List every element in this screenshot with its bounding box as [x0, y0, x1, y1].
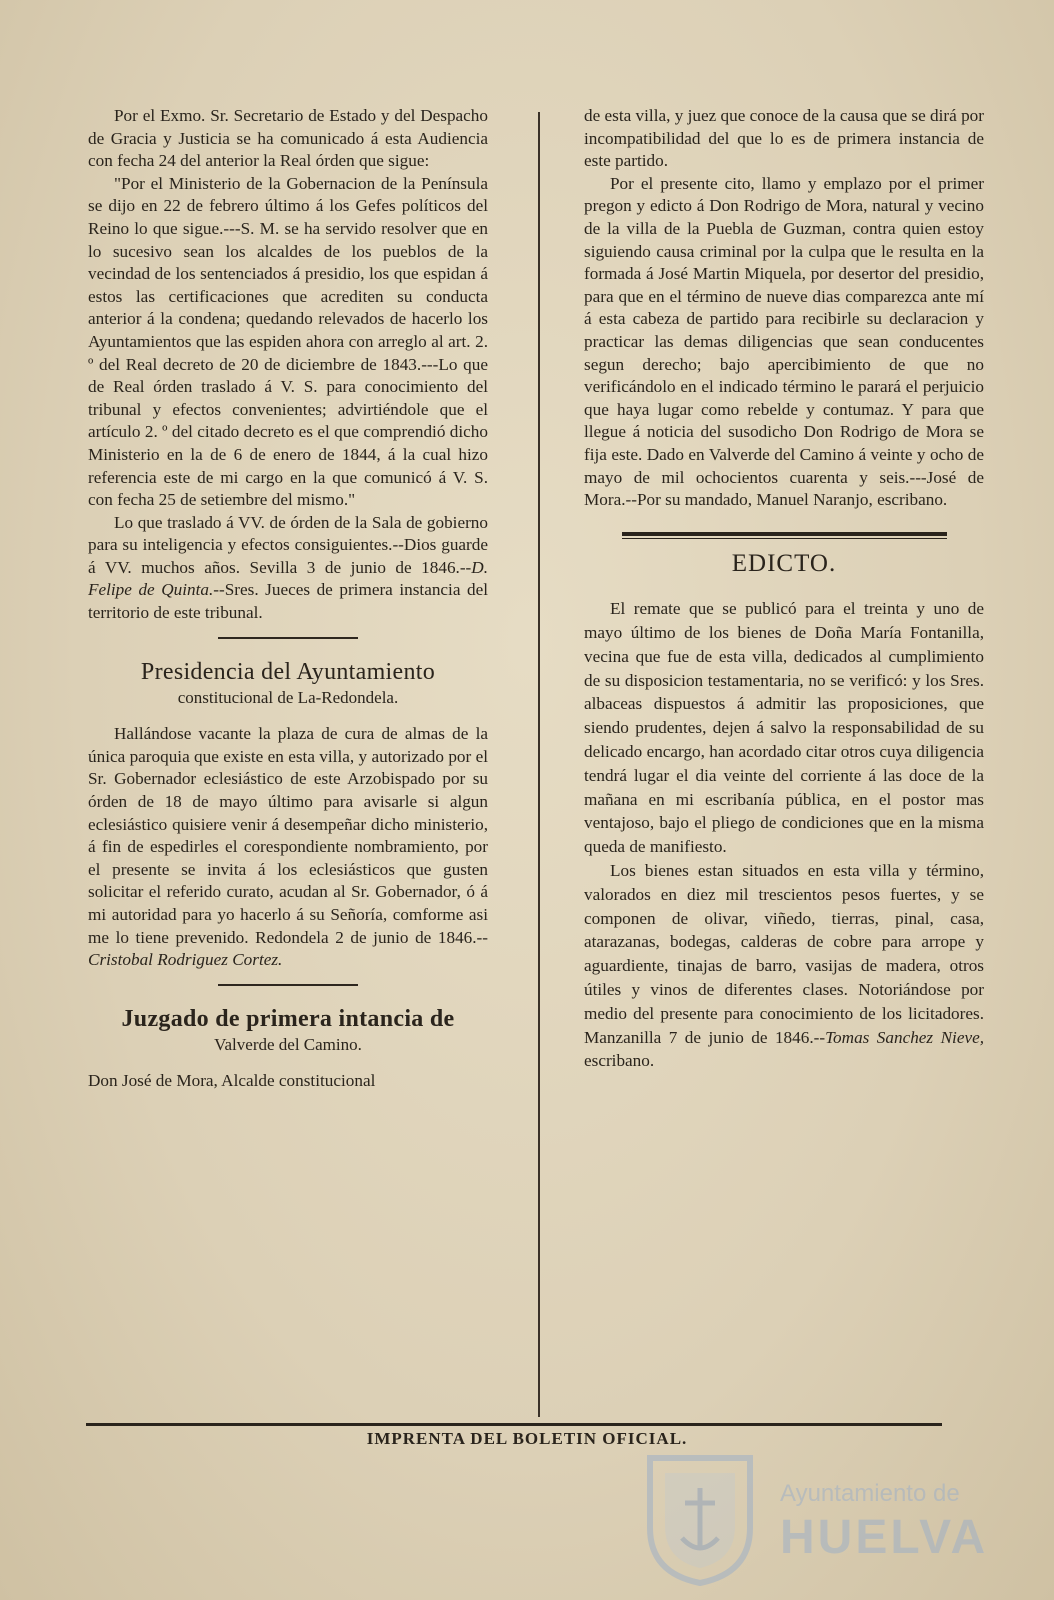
watermark [640, 1448, 989, 1588]
paragraph-emplazo: Por el presente cito, llamo y emplazo por el primer pregon y edicto á Don Rodrigo de Mora, natural y vecino de la villa de la Puebla de Guzman, contra quien estoy siguiendo causa criminal por la culpa que le resulta en la formada á José Martin Miquela, por desertor del presidio, para que en el término de nueve dias comparezca ante mí á esta cabeza de partido para recibirle su declaracion y practicar las demas diligencias que sean conducentes segun derecho; bajo apercibimiento de que no verificándolo en el indicado término le parará el perjuicio que haya lugar como rebelde y contumaz. Y para que llegue á noticia del susodicho Don Rodrigo de Mora se fija este. Dado en Valverde del Camino á veinte y ocho de mayo de mil ochocientos cuarenta y seis.---José de Mora.--Por su mandado, Manuel Naranjo, escribano. [584, 173, 984, 510]
watermark-line2: HUELVA [780, 1511, 989, 1564]
signature-sanchez: Tomas Sanchez Nieve, [825, 1027, 984, 1047]
separator-rule [218, 984, 358, 986]
paragraph-real-orden: Por el Exmo. Sr. Secretario de Estado y del Despacho de Gracia y Justicia se ha comunicado á esta Audiencia con fecha 24 del anterior la Real órden que sigue: [88, 106, 488, 171]
footer-rule [86, 1423, 942, 1426]
huelva-coat-of-arms-icon [640, 1448, 760, 1588]
paragraph-ministerio: "Por el Ministerio de la Gobernacion de la Península se dijo en 22 de febrero último á los Gefes políticos del Reino lo que sigue.---S. M. se ha servido resolver que en lo sucesivo sean los alcaldes de los pueblos de la vecindad de los sentenciados á presidio, los que espidan á estos las certificaciones que acrediten su conducta anterior á la condena; quedando relevados de hacerlo los Ayuntamientos que las espiden ahora con arreglo al art. 2. º del Real decreto de 20 de diciembre de 1843.---Lo que de Real órden traslado á V. S. para conocimiento del tribunal y efectos convenientes; advirtiéndole que el artículo 2. º del citado decreto es el que comprendió dicho Ministerio en la de 6 de enero de 1844, á la cual hizo referencia este de mi cargo en la que comunicó á V. S. con fecha 25 de setiembre del mismo." [88, 173, 488, 510]
paragraph-bienes [584, 859, 984, 1073]
edicto-body [584, 597, 984, 1073]
watermark-line1: Ayuntamiento de [780, 1480, 960, 1507]
double-separator-rule [622, 532, 947, 539]
separator-rule [218, 637, 358, 639]
paragraph-jose-mora: Don José de Mora, Alcalde constitucional [88, 1071, 376, 1091]
traslado-end: --Sres. Jueces de primera instancia del territorio de este tribunal. [88, 580, 489, 623]
signature-rodriguez: Cristobal Rodriguez Cortez. [88, 950, 283, 970]
right-column [584, 105, 984, 1073]
section-subtitle-valverde: Valverde del Camino. [214, 1034, 362, 1054]
bienes-end: escribano. [584, 1051, 655, 1071]
bienes-text: Los bienes estan situados en esta villa y término, valorados en diez mil trescientos pesos fuertes, y se componen de olivar, viñedo, tierras, pinal, casa, atarazanas, bodegas, calderas de cobre para arrope y aguardiente, tinajas de barro, vasijas de madera, otros útiles y vinos de diferentes clases. Notoriándose por medio del presente para conocimiento de los licitadores. Manzanilla 7 de junio de 1846.-- [584, 861, 984, 1047]
signature-quinta: D. Felipe de Quinta. [88, 557, 488, 600]
cura-text: Hallándose vacante la plaza de cura de almas de la única paroquia que existe en esta villa, y autorizado por el Sr. Gobernador eclesiástico de este Arzobispado por su órden de 18 de mayo último para avisarle si algun eclesiástico quisiere venir á desempeñar dicho ministerio, á fin de espedirles el corespondiente nombramiento, por el presente se invita á los eclesiásticos que gusten solicitar el referido curato, acudan al Sr. Gobernador, ó á mi autoridad para yo hacerlo á su Señoría, comforme asi me lo tiene prevenido. Redondela 2 de junio de 1846.-- [88, 724, 488, 947]
edicto-title: EDICTO. [731, 549, 837, 577]
paragraph-remate: El remate que se publicó para el treinta y uno de mayo último de los bienes de Doña María Fontanilla, vecina que fue de esta villa, dedicados al cumplimiento de su disposicion testamentaria, no se verificó: y los Sres. albaceas dispuestos á admitir las proposiciones, que siendo prudentes, dejen á salvo la responsabilidad de su delicado encargo, han acordado citar otros cuya diligencia tendrá lugar el dia veinte del corriente á las doce de la mañana en mi escribanía pública, en el postor mas ventajoso, bajo el pliego de condiciones que en la misma queda de manifiesto. [584, 599, 984, 857]
paragraph-cura-vacante [88, 723, 488, 972]
column-divider [538, 112, 540, 1417]
section-title-presidencia: Presidencia del Ayuntamiento [140, 658, 436, 685]
paragraph-traslado [88, 512, 488, 625]
imprint-footer: IMPRENTA DEL BOLETIN OFICIAL. [366, 1429, 688, 1448]
traslado-text: Lo que traslado á VV. de órden de la Sala de gobierno para su inteligencia y efectos consiguientes.--Dios guarde á VV. muchos años. Sevilla 3 de junio de 1846.-- [88, 512, 488, 577]
section-title-juzgado: Juzgado de primera intancia de [121, 1005, 455, 1032]
section-subtitle-redondela: constitucional de La-Redondela. [177, 687, 399, 707]
left-column [88, 105, 488, 1093]
paragraph-juez: de esta villa, y juez que conoce de la causa que se dirá por incompatibilidad del que lo es de primera instancia de este partido. [584, 106, 984, 171]
